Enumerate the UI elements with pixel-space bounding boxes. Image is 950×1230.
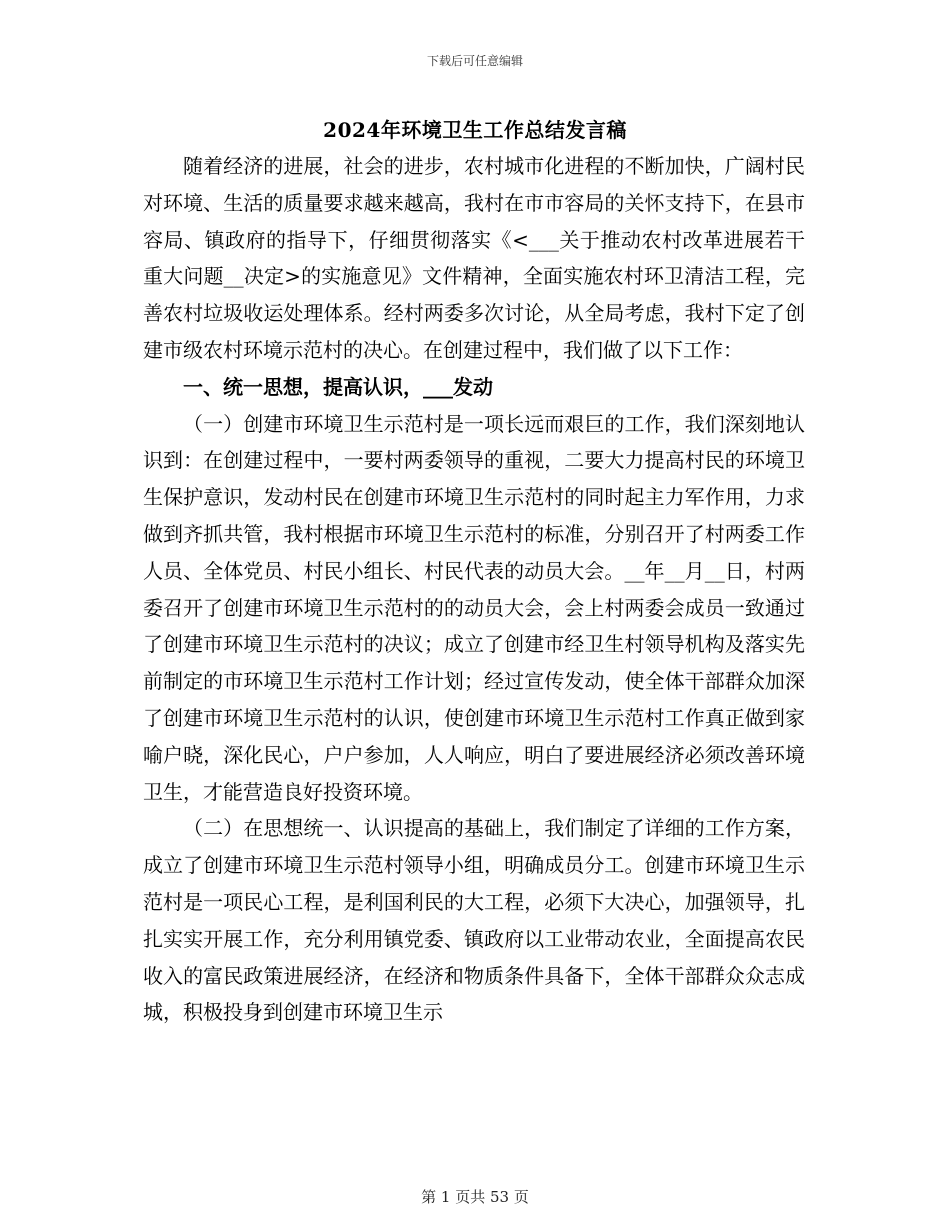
- page-number: 第 1 页共 53 页: [421, 1188, 529, 1206]
- document-body: [143, 148, 805, 1031]
- intro-paragraph: 随着经济的进展，社会的进步，农村城市化进程的不断加快，广阔村民对环境、生活的质量要求越来越高，我村在市市容局的关怀支持下，在县市容局、镇政府的指导下，仔细贯彻落实《<___关于推动农村改革进展若干重大问题__决定>的实施意见》文件精神，全面实施农村环卫清洁工程，完善农村垃圾收运处理体系。经村两委多次讨论，从全局考虑，我村下定了创建市级农村环境示范村的决心。在创建过程中，我们做了以下工作：: [143, 154, 805, 362]
- document-title: 2024年环境卫生工作总结发言稿: [323, 118, 627, 142]
- header-note: 下载后可任意编辑: [426, 54, 523, 68]
- body-paragraph-1: （一）创建市环境卫生示范村是一项长远而艰巨的工作，我们深刻地认识到：在创建过程中，一要村两委领导的重视，二要大力提高村民的环境卫生保护意识，发动村民在创建市环境卫生示范村的同时起主力军作用，力求做到齐抓共管，我村根据市环境卫生示范村的标准，分别召开了村两委工作人员、全体党员、村民小组长、村民代表的动员大会。__年__月__日，村两委召开了创建市环境卫生示范村的的动员大会，会上村两委会成员一致通过了创建市环境卫生示范村的决议；成立了创建市经卫生村领导机构及落实先前制定的市环境卫生示范村工作计划；经过宣传发动，使全体干部群众加深了创建市环境卫生示范村的认识，使创建市环境卫生示范村工作真正做到家喻户晓，深化民心，户户参加，人人响应，明白了要进展经济必须改善环境卫生，才能营造良好投资环境。: [143, 411, 805, 804]
- body-paragraph-2: （二）在思想统一、认识提高的基础上，我们制定了详细的工作方案，成立了创建市环境卫生示范村领导小组，明确成员分工。创建市环境卫生示范村是一项民心工程，是利国利民的大工程，必须下大决心，加强领导，扎扎实实开展工作，充分利用镇党委、镇政府以工业带动农业，全面提高农民收入的富民政策进展经济，在经济和物质条件具备下，全体干部群众众志成城，积极投身到创建市环境卫生示: [143, 816, 805, 1025]
- section-heading-1: 一、统一思想，提高认识，___发动: [183, 374, 493, 399]
